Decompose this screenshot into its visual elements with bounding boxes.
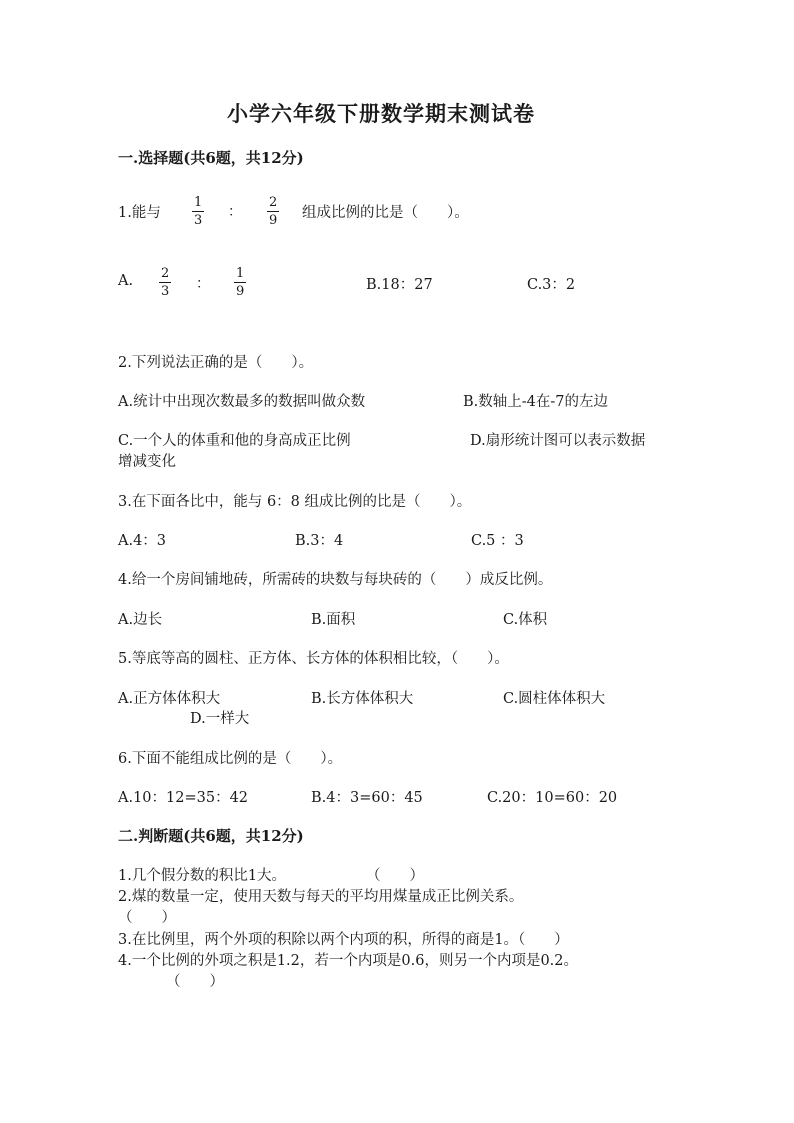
judge-2-text: 2.煤的数量一定，使用天数与每天的平均用煤量成正比例关系。 <box>118 889 524 905</box>
fraction-denominator: 3 <box>161 284 170 299</box>
judge-1-text: 1.几个假分数的积比1大。 <box>118 868 287 884</box>
q4-option-b: B.面积 <box>311 612 356 628</box>
q5-text: 5.等底等高的圆柱、正方体、长方体的体积相比较，（ ）。 <box>118 651 509 667</box>
q2-option-b: B.数轴上-4在-7的左边 <box>463 394 609 410</box>
q1-option-a-colon: ： <box>196 276 210 292</box>
fraction-denominator: 3 <box>194 213 203 228</box>
q5-option-a: A.正方体体积大 <box>118 691 221 707</box>
q5-option-b: B.长方体体积大 <box>311 691 414 707</box>
fraction-bar <box>159 282 171 283</box>
q4-option-a: A.边长 <box>118 612 163 628</box>
judge-1-answer-blank: （ ） <box>366 868 424 884</box>
q2-text: 2.下列说法正确的是（ ）。 <box>118 355 314 371</box>
q2-option-a: A.统计中出现次数最多的数据叫做众数 <box>118 394 366 410</box>
q1-option-a-fraction-2 <box>234 266 246 299</box>
section-heading-judge: 二.判断题(共6题，共12分) <box>118 827 304 845</box>
q1-prefix: 1.能与 <box>118 205 161 221</box>
q1-option-c: C.3：2 <box>527 277 576 293</box>
q6-option-b: B.4：3=60：45 <box>311 790 423 806</box>
judge-4-text: 4.一个比例的外项之积是1.2，若一个内项是0.6，则另一个内项是0.2。 <box>118 953 579 969</box>
q1-suffix: 组成比例的比是（ ）。 <box>302 205 469 221</box>
q1-colon: ： <box>228 204 242 220</box>
fraction-numerator: 2 <box>269 195 278 210</box>
fraction-denominator: 9 <box>236 284 245 299</box>
q1-fraction-2 <box>267 195 279 228</box>
section-heading-choice: 一.选择题(共6题，共12分) <box>118 149 304 167</box>
q3-option-b: B.3：4 <box>295 533 344 549</box>
q2-option-d-line2: 增减变化 <box>118 454 176 470</box>
q3-option-c: C.5 ：3 <box>471 533 524 549</box>
page-title: 小学六年级下册数学期末测试卷 <box>227 101 535 126</box>
fraction-bar <box>234 282 246 283</box>
q6-option-c: C.20：10=60：20 <box>487 790 618 806</box>
fraction-bar <box>192 211 204 212</box>
q5-option-d: D.一样大 <box>190 711 250 727</box>
q5-option-c: C.圆柱体体积大 <box>503 691 606 707</box>
q6-text: 6.下面不能组成比例的是（ ）。 <box>118 751 343 767</box>
judge-4-answer-blank: （ ） <box>166 974 224 990</box>
fraction-denominator: 9 <box>269 213 278 228</box>
fraction-bar <box>267 211 279 212</box>
fraction-numerator: 2 <box>161 266 170 281</box>
q2-option-d-line1: D.扇形统计图可以表示数据 <box>470 433 646 449</box>
q3-text: 3.在下面各比中，能与 6：8 组成比例的比是（ ）。 <box>118 494 472 510</box>
judge-3-text: 3.在比例里，两个外项的积除以两个内项的积，所得的商是1。（ ） <box>118 932 569 948</box>
q1-option-a-label: A. <box>118 273 134 289</box>
fraction-numerator: 1 <box>194 195 203 210</box>
q1-fraction-1 <box>192 195 204 228</box>
q4-option-c: C.体积 <box>503 612 548 628</box>
q1-option-b: B.18：27 <box>366 277 433 293</box>
q1-option-a-fraction-1 <box>159 266 171 299</box>
fraction-numerator: 1 <box>236 266 245 281</box>
q4-text: 4.给一个房间铺地砖，所需砖的块数与每块砖的（ ）成反比例。 <box>118 572 553 588</box>
judge-2-answer-blank: （ ） <box>118 910 176 926</box>
q3-option-a: A.4：3 <box>118 533 167 549</box>
q6-option-a: A.10：12=35：42 <box>118 790 249 806</box>
q2-option-c: C.一个人的体重和他的身高成正比例 <box>118 433 351 449</box>
